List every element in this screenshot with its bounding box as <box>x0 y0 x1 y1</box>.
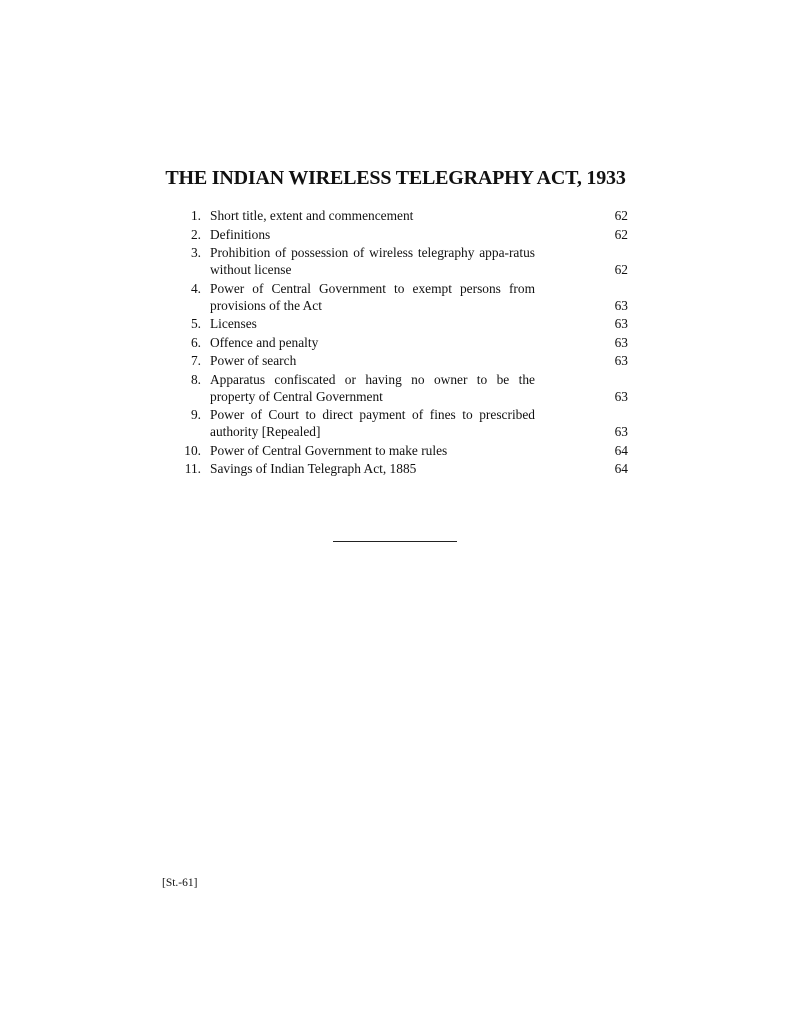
toc-entry <box>170 352 630 369</box>
toc-entry <box>170 226 630 243</box>
page-number: 62 <box>614 208 628 223</box>
section-title: Power of Court to direct payment of fines to prescribed authority [Repealed] <box>210 407 535 439</box>
toc-entry <box>170 371 630 405</box>
section-number: 10. <box>184 442 201 458</box>
toc-entry <box>170 406 630 440</box>
section-title: Prohibition of possession of wireless telegraphy appa-ratus without license <box>210 245 535 277</box>
page-title: THE INDIAN WIRELESS TELEGRAPHY ACT, 1933 <box>165 167 626 189</box>
toc-entry <box>170 244 630 278</box>
page-number: 63 <box>614 334 628 350</box>
section-number: 5. <box>190 316 201 331</box>
page-number: 62 <box>614 262 628 277</box>
toc-entry <box>170 460 630 477</box>
page-number: 62 <box>614 226 628 242</box>
toc-entry <box>170 442 630 459</box>
section-number: 6. <box>190 334 201 350</box>
table-of-contents <box>170 207 630 479</box>
page-number: 63 <box>614 388 628 404</box>
divider <box>333 541 457 542</box>
toc-entry <box>170 334 630 351</box>
section-title: Power of search <box>210 353 297 368</box>
section-number: 7. <box>190 353 201 368</box>
section-title: Offence and penalty <box>210 334 319 350</box>
section-title: Power of Central Government to make rules <box>210 442 448 458</box>
section-number: 8. <box>190 371 201 387</box>
section-number: 1. <box>190 208 201 223</box>
section-number: 4. <box>190 280 201 296</box>
section-title: Apparatus confiscated or having no owner to be the property of Central Government <box>210 371 535 404</box>
page-number: 63 <box>614 316 628 331</box>
section-number: 9. <box>190 407 201 422</box>
section-number: 11. <box>184 461 201 476</box>
page-number: 64 <box>614 461 628 476</box>
page-number: 63 <box>614 424 628 439</box>
toc-entry <box>170 280 630 314</box>
section-title: Power of Central Government to exempt persons from provisions of the Act <box>210 280 535 313</box>
section-number: 3. <box>190 245 201 260</box>
section-title: Definitions <box>210 226 271 242</box>
page-number: 63 <box>614 353 628 368</box>
toc-entry <box>170 207 630 224</box>
section-title: Savings of Indian Telegraph Act, 1885 <box>210 461 417 476</box>
section-number: 2. <box>190 226 201 242</box>
page-footer: [St.-61] <box>162 877 198 889</box>
page-number: 64 <box>614 442 628 458</box>
toc-entry <box>170 315 630 332</box>
page-number: 63 <box>614 297 628 313</box>
section-title: Licenses <box>210 316 257 331</box>
section-title: Short title, extent and commencement <box>210 208 414 223</box>
